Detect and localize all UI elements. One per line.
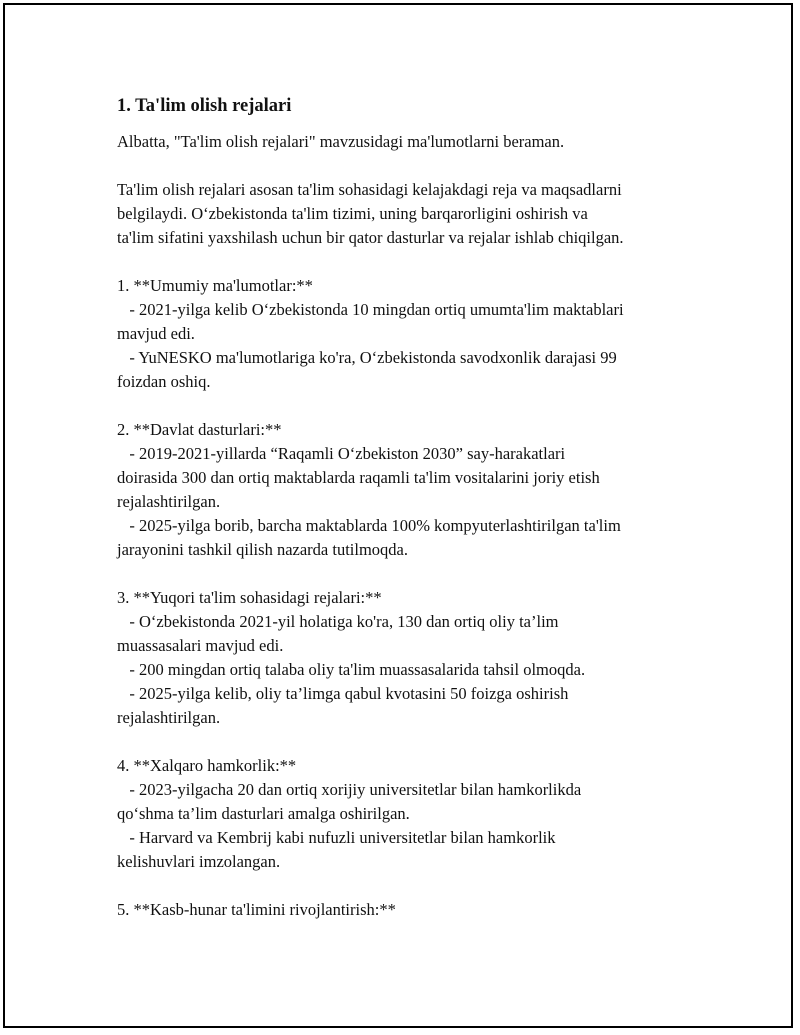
document-body (117, 94, 697, 946)
list-item-continuation: foizdan oshiq. (117, 372, 211, 391)
list-item: - 2019-2021-yillarda “Raqamli O‘zbekiston 2030” say-harakatlari (117, 444, 566, 463)
list-item-continuation: kelishuvlari imzolangan. (117, 852, 281, 871)
list-item-continuation: mavjud edi. (117, 324, 195, 343)
list-item: - YuNESKO ma'lumotlariga ko'ra, O‘zbekistonda savodxonlik darajasi 99 (117, 348, 617, 367)
list-item: - Harvard va Kembrij kabi nufuzli universitetlar bilan hamkorlik (117, 828, 556, 847)
section-state-programs (117, 418, 697, 562)
section-heading: 1. **Umumiy ma'lumotlar:** (117, 276, 313, 295)
list-item-continuation: muassasalari mavjud edi. (117, 636, 284, 655)
intro-text: Albatta, "Ta'lim olish rejalari" mavzusidagi ma'lumotlarni beraman. (117, 132, 565, 151)
section-heading: 5. **Kasb-hunar ta'limini rivojlantirish:** (117, 900, 396, 919)
list-item: - 2021-yilga kelib O‘zbekistonda 10 mingdan ortiq umumta'lim maktablari (117, 300, 624, 319)
section-general-info (117, 274, 697, 394)
section-heading: 2. **Davlat dasturlari:** (117, 420, 282, 439)
section-heading: 3. **Yuqori ta'lim sohasidagi rejalari:** (117, 588, 382, 607)
list-item-continuation: jarayonini tashkil qilish nazarda tutilmoqda. (117, 540, 408, 559)
section-higher-education (117, 586, 697, 730)
list-item: - 2025-yilga borib, barcha maktablarda 100% kompyuterlashtirilgan ta'lim (117, 516, 621, 535)
paragraph-line: ta'lim sifatini yaxshilash uchun bir qator dasturlar va rejalar ishlab chiqilgan. (117, 228, 624, 247)
section-heading: 4. **Xalqaro hamkorlik:** (117, 756, 297, 775)
paragraph-line: belgilaydi. O‘zbekistonda ta'lim tizimi, uning barqarorligini oshirish va (117, 204, 588, 223)
list-item: - 2025-yilga kelib, oliy ta’limga qabul kvotasini 50 foizga oshirish (117, 684, 569, 703)
section-international-cooperation (117, 754, 697, 874)
paragraph-line: Ta'lim olish rejalari asosan ta'lim sohasidagi kelajakdagi reja va maqsadlarni (117, 180, 622, 199)
list-item: - O‘zbekistonda 2021-yil holatiga ko'ra, 130 dan ortiq oliy ta’lim (117, 612, 559, 631)
list-item: - 2023-yilgacha 20 dan ortiq xorijiy universitetlar bilan hamkorlikda (117, 780, 582, 799)
list-item: - 200 mingdan ortiq talaba oliy ta'lim muassasalarida tahsil olmoqda. (117, 660, 586, 679)
list-item-continuation: rejalashtirilgan. (117, 708, 221, 727)
list-item-continuation: rejalashtirilgan. (117, 492, 221, 511)
list-item-continuation: qo‘shma ta’lim dasturlari amalga oshirilgan. (117, 804, 410, 823)
list-item-continuation: doirasida 300 dan ortiq maktablarda raqamli ta'lim vositalarini joriy etish (117, 468, 600, 487)
section-vocational-education (117, 898, 697, 922)
overview-paragraph (117, 178, 697, 250)
document-title: 1. Ta'lim olish rejalari (117, 96, 292, 116)
